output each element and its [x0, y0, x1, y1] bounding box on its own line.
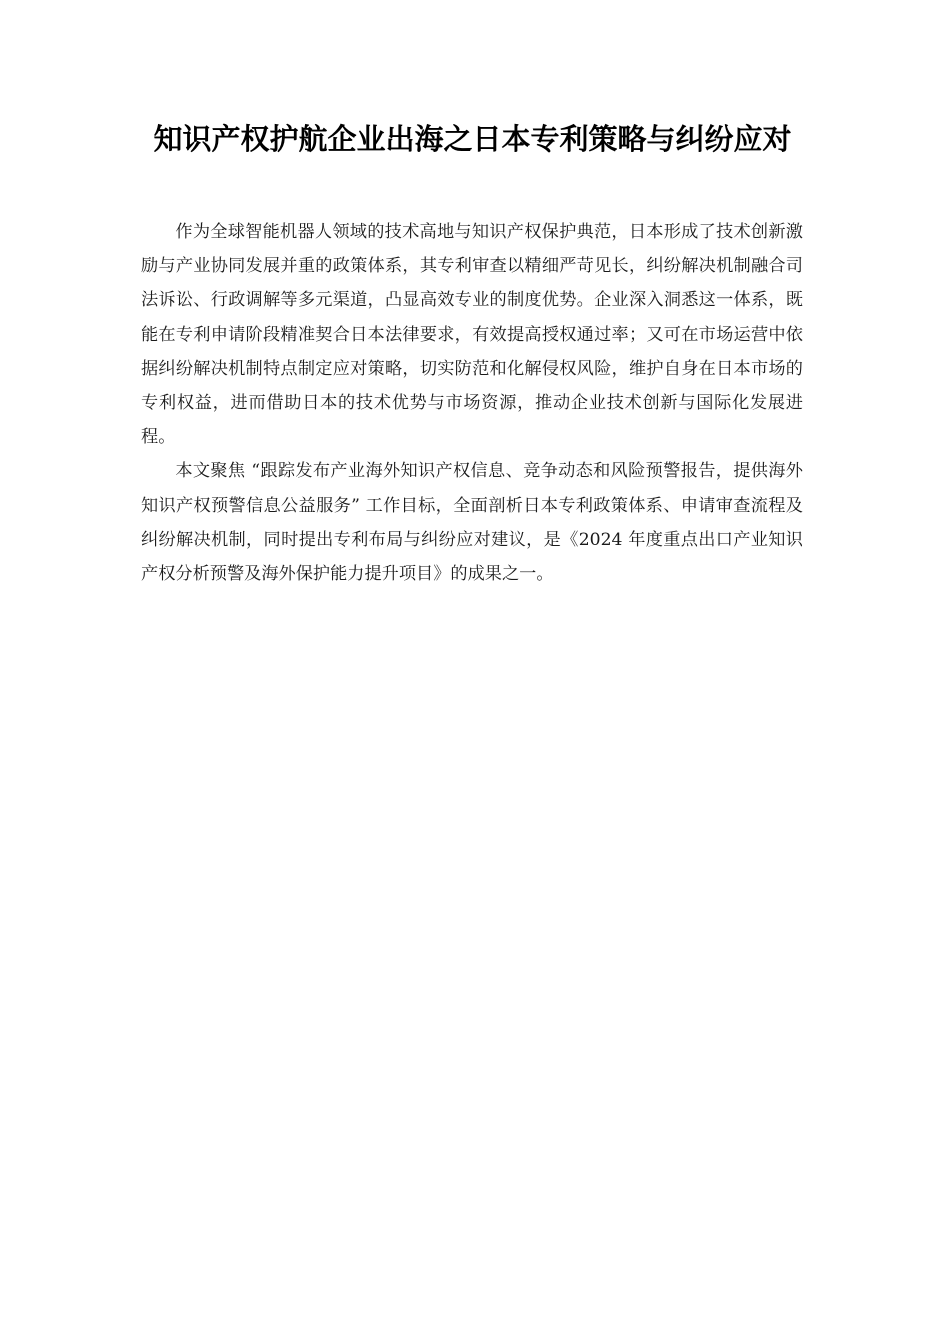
paragraph-focus: 本文聚焦 “跟踪发布产业海外知识产权信息、竞争动态和风险预警报告，提供海外知识产权预警信息公益服务” 工作目标，全面剖析日本专利政策体系、申请审查流程及纠纷解决机制，同时提出专利布局与纠纷应对建议，是《2024 年度重点出口产业知识产权分析预警及海外保护能力提升项目》的成果之一。 [141, 461, 803, 585]
document-body [141, 215, 803, 591]
paragraph-intro: 作为全球智能机器人领域的技术高地与知识产权保护典范，日本形成了技术创新激励与产业协同发展并重的政策体系，其专利审查以精细严苛见长，纠纷解决机制融合司法诉讼、行政调解等多元渠道，凸显高效专业的制度优势。企业深入洞悉这一体系，既能在专利申请阶段精准契合日本法律要求，有效提高授权通过率；又可在市场运营中依据纠纷解决机制特点制定应对策略，切实防范和化解侵权风险，维护自身在日本市场的专利权益，进而借助日本的技术优势与市场资源，推动企业技术创新与国际化发展进程。 [141, 222, 803, 448]
document-title: 知识产权护航企业出海之日本专利策略与纠纷应对 [153, 122, 792, 156]
